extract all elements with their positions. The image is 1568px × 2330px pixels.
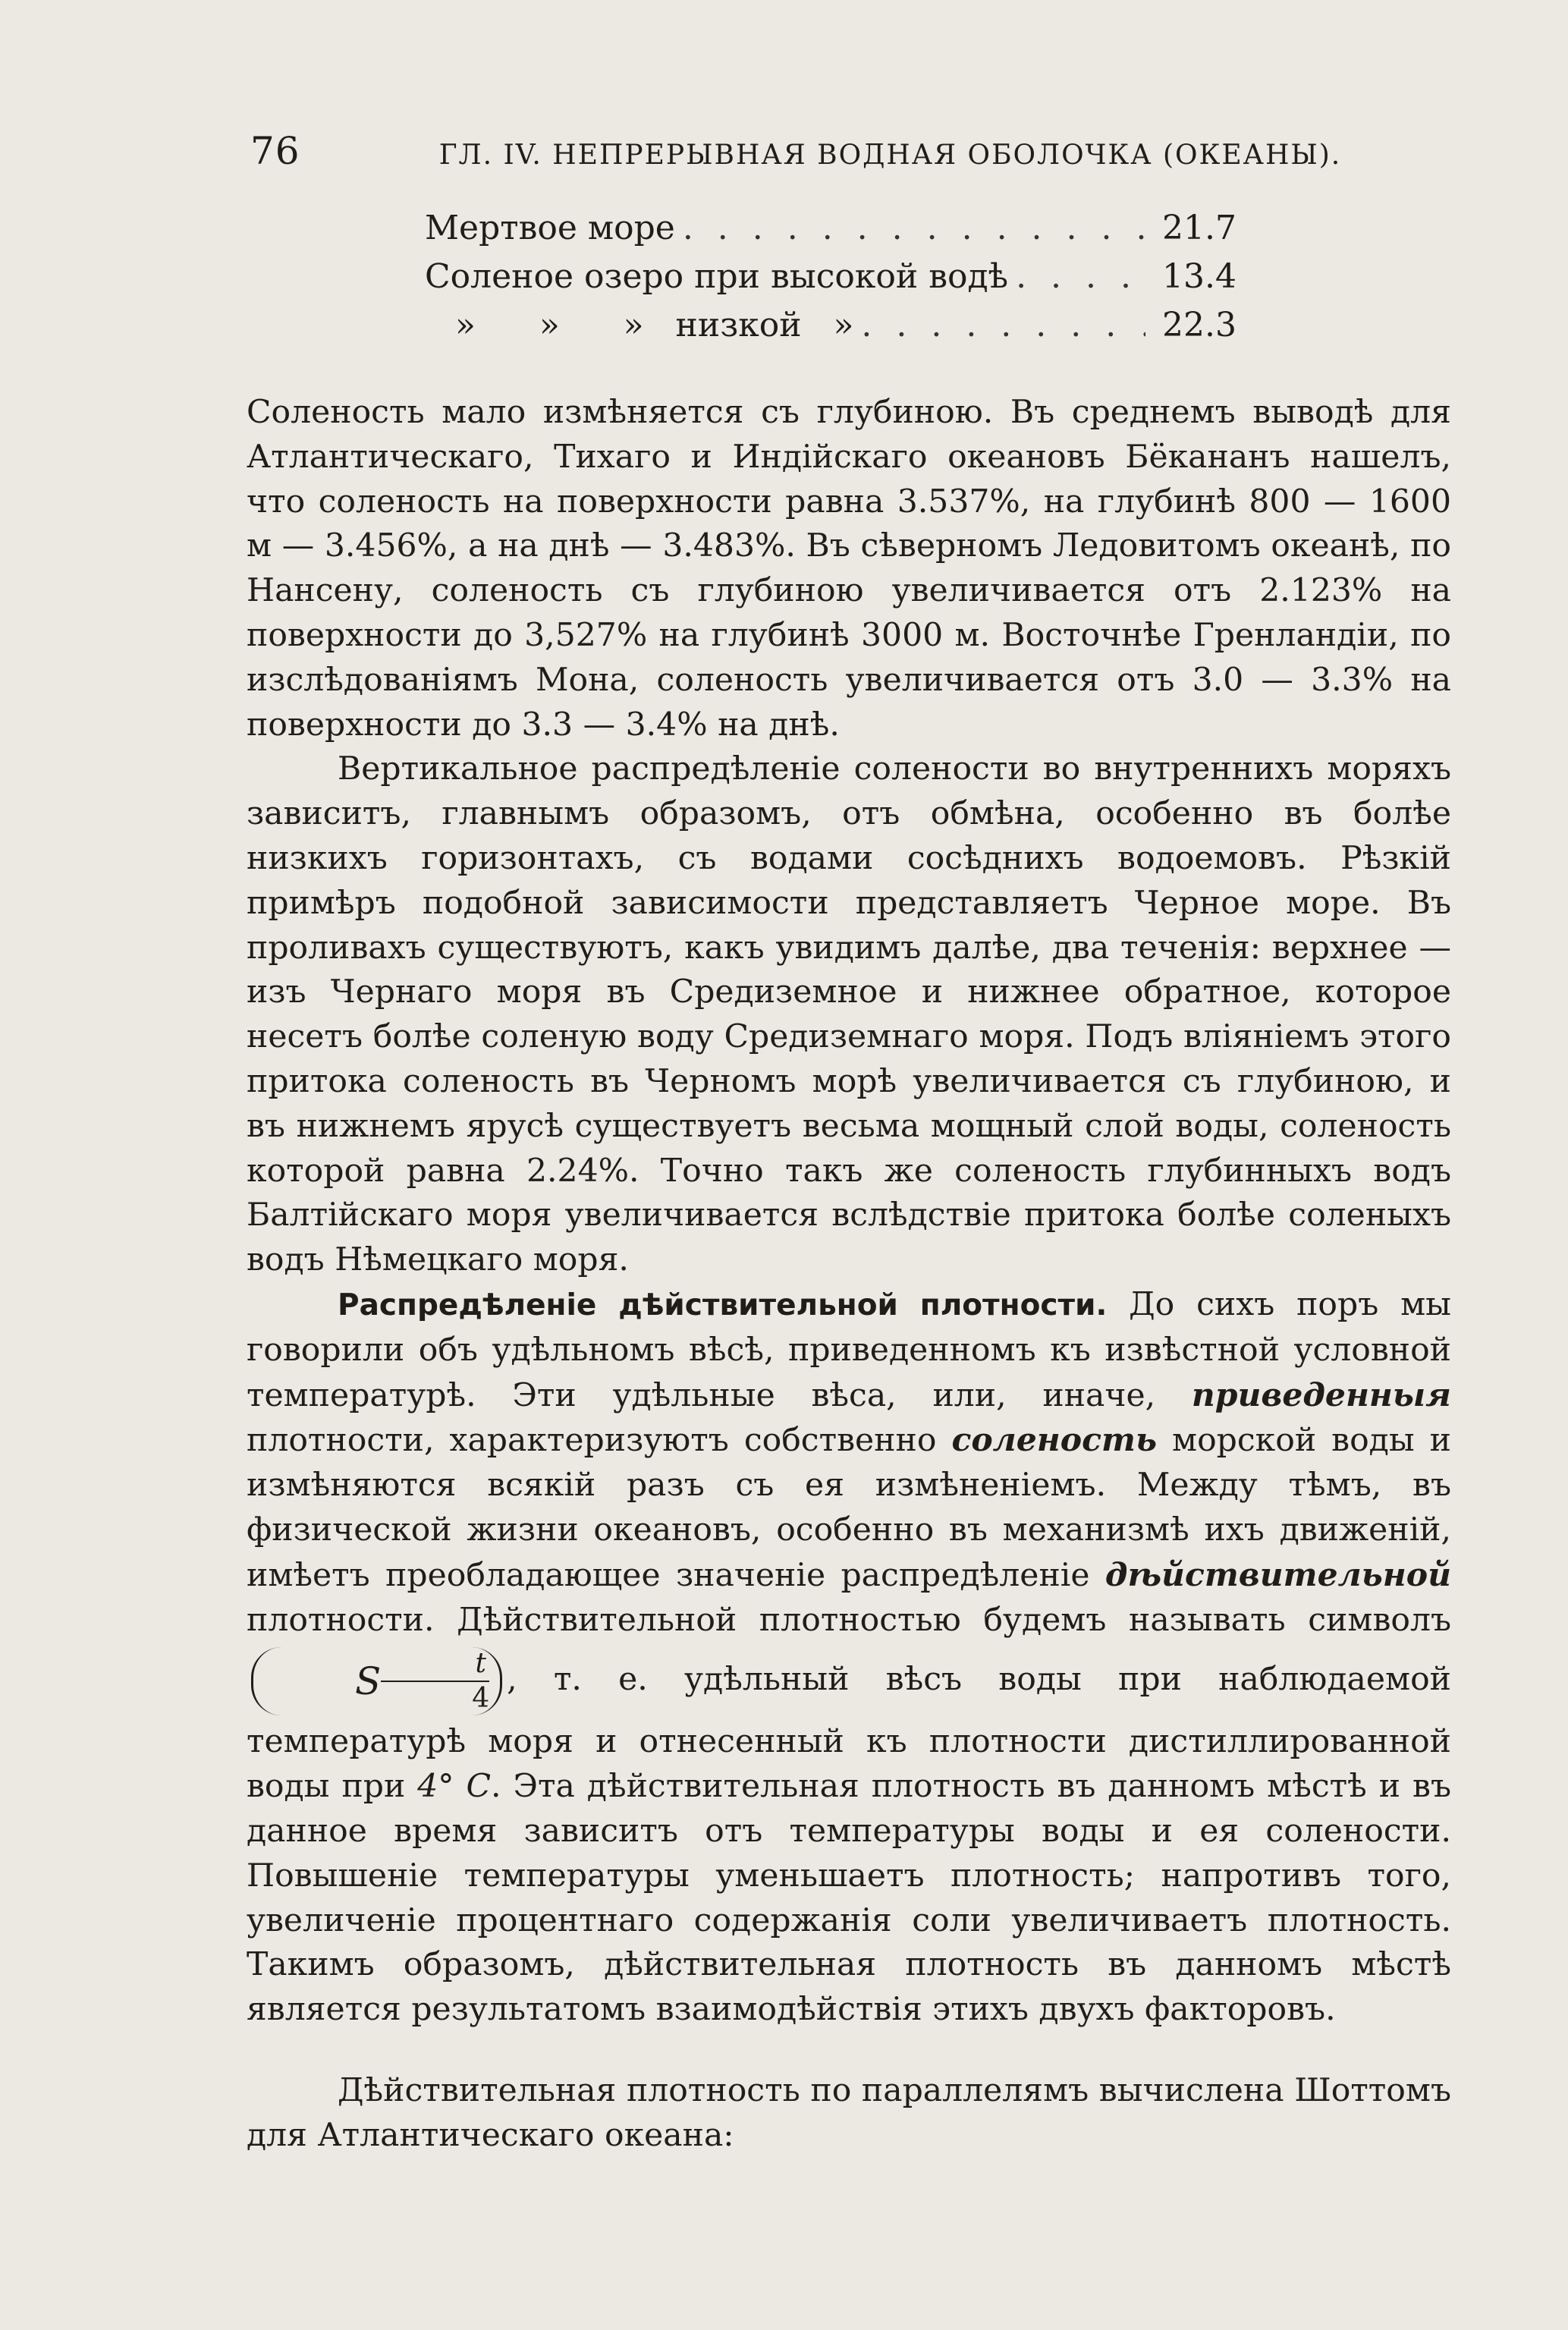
table-row-name: Мертвое море xyxy=(425,209,675,247)
table-row xyxy=(425,257,1236,306)
table-row-value: 22.3 xyxy=(1162,306,1236,344)
table-row-name: » » » низкой » xyxy=(455,306,854,344)
temperature-value: 4° C xyxy=(417,1768,492,1806)
text-run: До сихъ поръ мы говорили объ удѣльномъ вѣсѣ, приведенномъ къ извѣстной условной температурѣ. Эти удѣльные вѣса, или, иначе, xyxy=(247,1285,1451,1414)
fraction-denominator: 4 xyxy=(472,1683,490,1715)
text-run: плотности, характеризуютъ собственно xyxy=(247,1422,952,1460)
paragraph-actual-density xyxy=(247,1283,1451,2033)
emphasis-text: дѣйствительной xyxy=(1105,1555,1451,1594)
text-run: , т. е. удѣльный вѣсъ воды при наблюдаемой температурѣ моря и отнесенный къ плотности дистиллированной воды при xyxy=(247,1661,1451,1806)
paragraph-inner-seas: Вертикальное распредѣленіе солености во внутреннихъ моряхъ зависитъ, главнымъ образомъ, отъ обмѣна, особенно въ болѣе низкихъ горизонтахъ, съ водами сосѣднихъ водоемовъ. Рѣзкій примѣръ подобной зависимости представляетъ Черное море. Въ проливахъ существуютъ, какъ увидимъ далѣе, два теченія: верхнее — изъ Чернаго моря въ Средиземное и нижнее обратное, которое несетъ болѣе соленую воду Средиземнаго моря. Подъ вліяніемъ этого притока соленость въ Черномъ морѣ увеличивается съ глубиною, и въ нижнемъ ярусѣ существуетъ весьма мощный слой воды, соленость которой равна 2.24%. Точно такъ же соленость глубинныхъ водъ Балтійскаго моря увеличивается вслѣдствіе притока болѣе соленыхъ водъ Нѣмецкаго моря. xyxy=(247,750,1451,1279)
fraction-numerator: t xyxy=(381,1647,489,1682)
page-header xyxy=(250,129,1342,173)
symbol-fraction xyxy=(381,1647,489,1715)
table-row-value: 21.7 xyxy=(1162,209,1236,247)
emphasis-text: приведенныя xyxy=(1191,1376,1451,1414)
leader-dots xyxy=(675,209,1145,247)
leader-dots xyxy=(1008,257,1145,296)
page-number: 76 xyxy=(250,129,300,173)
running-title: ГЛ. IV. НЕПРЕРЫВНАЯ ВОДНАЯ ОБОЛОЧКА (ОКЕАНЫ). xyxy=(438,140,1342,171)
body-text xyxy=(247,391,1451,2158)
salinity-table xyxy=(425,209,1236,354)
text-run: морской воды и измѣняются всякій разъ съ ея измѣненіемъ. Между тѣмъ, въ физической жизни океановъ, особенно въ механизмѣ ихъ движеній, имѣетъ преобладающее значеніе распредѣленіе xyxy=(247,1422,1451,1594)
symbol-s: S xyxy=(355,1659,382,1704)
text-run: плотности. Дѣйствительной плотностью будемъ называть символъ xyxy=(247,1601,1451,1639)
emphasis-text: соленость xyxy=(951,1421,1158,1460)
leader-dots xyxy=(853,306,1145,344)
table-row xyxy=(425,306,1236,354)
table-row xyxy=(425,209,1236,257)
table-row-name: Соленое озеро при высокой водѣ xyxy=(425,257,1009,296)
table-row-value: 13.4 xyxy=(1162,257,1236,296)
density-symbol xyxy=(251,1647,502,1715)
paragraph-salinity-depth: Соленость мало измѣняется съ глубиною. Въ среднемъ выводѣ для Атлантическаго, Тихаго и Индійскаго океановъ Бёкананъ нашелъ, что соленость на поверхности равна 3.537%, на глубинѣ 800 — 1600 м — 3.456%, а на днѣ — 3.483%. Въ сѣверномъ Ледовитомъ океанѣ, по Нансену, соленость съ глубиною увеличивается отъ 2.123% на поверхности до 3,527% на глубинѣ 3000 м. Восточнѣе Гренландіи, по изслѣдованіямъ Мона, соленость увеличивается отъ 3.0 — 3.3% на поверхности до 3.3 — 3.4% на днѣ. xyxy=(247,394,1451,744)
paragraph-schott: Дѣйствительная плотность по параллелямъ вычислена Шоттомъ для Атлантическаго океана: xyxy=(247,2071,1451,2154)
section-heading: Распредѣленіе дѣйствительной плотности. xyxy=(338,1288,1108,1322)
text-run: . Эта дѣйствительная плотность въ данномъ мѣстѣ и въ данное время зависитъ отъ температуры воды и ея солености. Повышеніе температуры уменьшаетъ плотность; напротивъ того, увеличеніе процентнаго содержанія соли увеличиваетъ плотность. Такимъ образомъ, дѣйствительная плотность въ данномъ мѣстѣ является результатомъ взаимодѣйствія этихъ двухъ факторовъ. xyxy=(247,1768,1451,2029)
